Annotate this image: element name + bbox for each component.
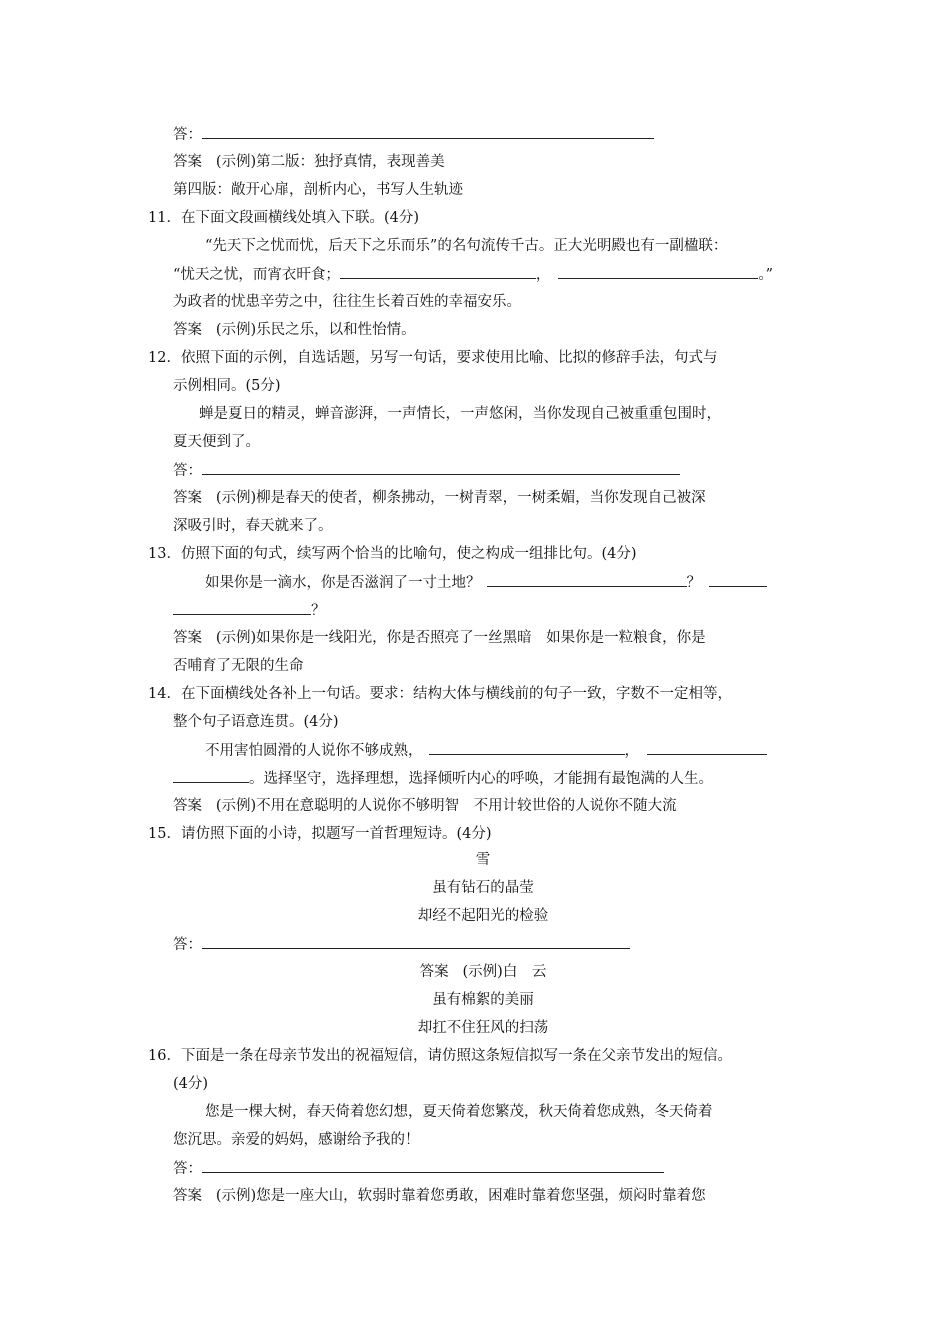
poem-line: 却经不起阳光的检验 <box>417 908 549 924</box>
question-12-example: 蝉是夏日的精灵，蝉音澎湃，一声情长，一声悠闲，当你发现自己被重重包围时， <box>199 406 721 422</box>
answer-row: 答案 (示例)不用在意聪明的人说你不够明智 不用计较世俗的人说你不随大流 <box>173 798 677 814</box>
question-16-message: 您是一棵大树，春天倚着您幻想，夏天倚着您繁茂，秋天倚着您成熟，冬天倚着 <box>205 1104 713 1120</box>
question-number: 15． <box>148 826 181 842</box>
blank-input[interactable] <box>173 600 311 615</box>
question-13-stem: 13．仿照下面的句式，续写两个恰当的比喻句，使之构成一组排比句。(4分) <box>148 546 637 562</box>
answer-row: 答案 (示例)乐民之乐，以和性怡情。 <box>173 322 416 338</box>
poem-title: 雪 <box>475 852 491 868</box>
answer-blank[interactable] <box>202 124 654 139</box>
answer-continuation: 深吸引时，春天就来了。 <box>173 518 333 534</box>
answer-poem-title: 答案 (示例)白 云 <box>419 964 547 980</box>
question-14-sentence: 不用害怕圆滑的人说你不够成熟， ， <box>205 740 767 760</box>
question-12-example-cont: 夏天便到了。 <box>173 434 260 450</box>
question-14-sentence-cont: 。选择坚守，选择理想，选择倾听内心的呼唤，才能拥有最饱满的人生。 <box>173 768 713 788</box>
answer-continuation: 第四版：敞开心扉，剖析内心，书写人生轨迹 <box>173 182 463 198</box>
answer-blank[interactable] <box>202 460 680 475</box>
answer-blank[interactable] <box>202 1158 664 1173</box>
question-number: 13． <box>148 546 181 562</box>
question-16-stem: 16．下面是一条在母亲节发出的祝福短信，请仿照这条短信拟写一条在父亲节发出的短信。 <box>148 1048 732 1064</box>
question-14-stem: 14．在下面横线处各补上一句话。要求：结构大体与横线前的句子一致，字数不一定相等， <box>148 686 732 702</box>
answer-row: 答案 (示例)如果你是一线阳光，你是否照亮了一丝黑暗 如果你是一粒粮食，你是 <box>173 630 706 646</box>
answer-poem-line: 虽有棉絮的美丽 <box>432 992 534 1008</box>
question-number: 11． <box>148 210 181 226</box>
answer-row: 答案 (示例)柳是春天的使者，柳条拂动，一树青翠，一树柔媚，当你发现自己被深 <box>173 490 706 506</box>
answer-row: 答案 (示例)第二版：独抒真情，表现善美 <box>173 154 445 170</box>
answer-blank[interactable] <box>202 934 630 949</box>
question-15-stem: 15．请仿照下面的小诗，拟题写一首哲理短诗。(4分) <box>148 826 492 842</box>
question-16-message-cont: 您沉思。亲爱的妈妈，感谢给予我的！ <box>173 1132 420 1148</box>
question-12-stem-cont: 示例相同。(5分) <box>173 378 281 394</box>
blank-input[interactable] <box>429 740 625 755</box>
question-11-stem: 11．在下面文段画横线处填入下联。(4分) <box>148 210 419 226</box>
question-11-passage: “先天下之忧而忧，后天下之乐而乐”的名句流传千古。正大光明殿也有一副楹联： <box>205 238 728 254</box>
blank-input[interactable] <box>340 264 536 279</box>
blank-input[interactable] <box>647 740 767 755</box>
answer-line: 答： <box>173 124 654 144</box>
answer-row: 答案 (示例)您是一座大山，软弱时靠着您勇敢，困难时靠着您坚强，烦闷时靠着您 <box>173 1188 706 1204</box>
question-11-couplet: “忧天之忧，而宵衣旰食； ， 。” <box>173 264 773 284</box>
question-16-stem-cont: (4分) <box>173 1076 209 1092</box>
question-13-sentence-cont: ？ <box>173 600 326 620</box>
blank-input[interactable] <box>558 264 758 279</box>
question-13-sentence: 如果你是一滴水，你是否滋润了一寸土地？ ？ <box>205 572 767 592</box>
blank-input[interactable] <box>709 572 767 587</box>
answer-poem-line: 却扛不住狂风的扫荡 <box>417 1020 549 1036</box>
question-number: 14． <box>148 686 181 702</box>
blank-input[interactable] <box>173 768 249 783</box>
question-number: 12． <box>148 350 181 366</box>
answer-continuation: 否哺育了无限的生命 <box>173 658 304 674</box>
poem-line: 虽有钻石的晶莹 <box>432 880 534 896</box>
answer-line: 答： <box>173 934 630 954</box>
question-number: 16． <box>148 1048 181 1064</box>
answer-line: 答： <box>173 460 680 480</box>
answer-line: 答： <box>173 1158 664 1178</box>
question-11-passage-end: 为政者的忧患辛劳之中，往往生长着百姓的幸福安乐。 <box>173 294 521 310</box>
blank-input[interactable] <box>487 572 687 587</box>
question-12-stem: 12．依照下面的示例，自选话题，另写一句话，要求使用比喻、比拟的修辞手法，句式与 <box>148 350 718 366</box>
question-14-stem-cont: 整个句子语意连贯。(4分) <box>173 714 339 730</box>
